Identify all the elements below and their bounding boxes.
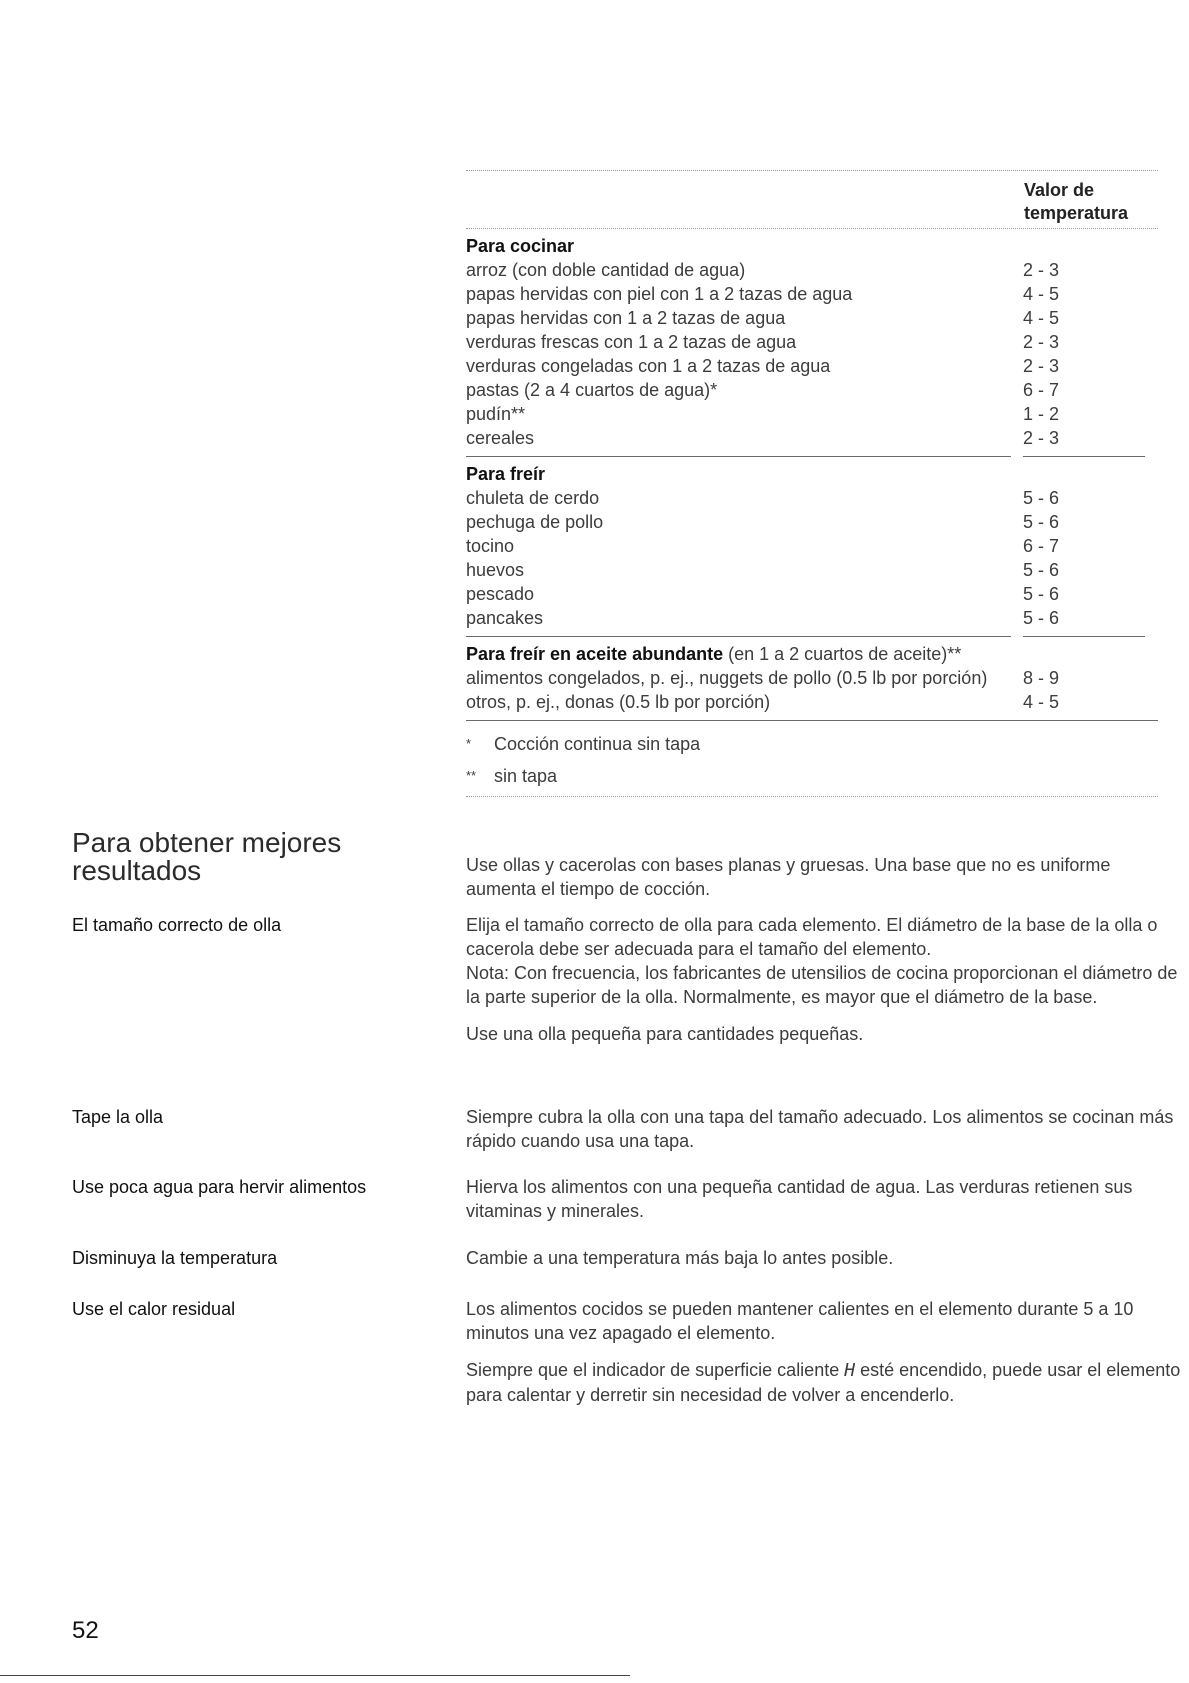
- table-group-cooking: [466, 229, 1158, 456]
- value-cell: 5 - 6: [1023, 608, 1060, 628]
- page-bottom-rule: [0, 1675, 630, 1676]
- item-label-lower-temp: Disminuya la temperatura: [72, 1248, 278, 1268]
- table-row: [466, 330, 1158, 354]
- table-row: [466, 402, 1158, 426]
- value-cell: 5 - 6: [1023, 584, 1060, 604]
- food-cell: papas hervidas con piel con 1 a 2 tazas de agua: [466, 284, 853, 304]
- food-cell: pechuga de pollo: [466, 512, 604, 532]
- table-row: [466, 282, 1158, 306]
- food-cell: arroz (con doble cantidad de agua): [466, 260, 746, 280]
- food-cell: pudín**: [466, 404, 526, 424]
- food-cell: pastas (2 a 4 cuartos de agua)*: [466, 380, 718, 400]
- group-divider: [466, 456, 1158, 457]
- item-text-residual-heat: Los alimentos cocidos se pueden mantener calientes en el elemento durante 5 a 10 minutos una vez apagado el elemento. Siempre que el indicador de superficie caliente H esté encendido, puede usar el elemento para calentar y derretir sin necesidad de volver a encenderlo.: [466, 1299, 1181, 1405]
- item-label-water: Use poca agua para hervir alimentos: [72, 1177, 367, 1197]
- value-cell: 8 - 9: [1023, 668, 1060, 688]
- value-cell: 5 - 6: [1023, 488, 1060, 508]
- table-row: [466, 690, 1158, 714]
- group-title: Para freír en aceite abundante (en 1 a 2 cuartos de aceite)**: [466, 644, 962, 664]
- value-cell: 5 - 6: [1023, 512, 1060, 532]
- food-cell: huevos: [466, 560, 525, 580]
- value-cell: 6 - 7: [1023, 380, 1060, 400]
- table-row: [466, 582, 1158, 606]
- table-footnotes: [466, 721, 1158, 796]
- table-group-frying: [466, 457, 1158, 636]
- temperature-table: [466, 170, 1158, 797]
- table-row: [466, 666, 1158, 690]
- residual-heat-paragraph: Siempre que el indicador de superficie caliente H esté encendido, puede usar el elemento para calentar y derretir sin necesidad de volver a encenderlo.: [466, 1360, 1181, 1405]
- value-cell: 1 - 2: [1023, 404, 1060, 424]
- table-row: [466, 258, 1158, 282]
- table-row: [466, 426, 1158, 450]
- item-text-cover: Siempre cubra la olla con una tapa del tamaño adecuado. Los alimentos se cocinan más rápido cuando usa una tapa.: [466, 1107, 1174, 1151]
- item-label-residual-heat: Use el calor residual: [72, 1299, 236, 1319]
- hot-surface-indicator-icon: H: [844, 1360, 856, 1381]
- table-row: [466, 378, 1158, 402]
- item-text-lower-temp: Cambie a una temperatura más baja lo antes posible.: [466, 1248, 894, 1268]
- table-end-rule: [466, 796, 1158, 797]
- table-row: [466, 486, 1158, 510]
- table-header: [466, 171, 1158, 228]
- value-cell: 5 - 6: [1023, 560, 1060, 580]
- value-cell: 2 - 3: [1023, 428, 1060, 448]
- table-row: [466, 606, 1158, 630]
- item-text-water: Hierva los alimentos con una pequeña cantidad de agua. Las verduras retienen sus vitaminas y minerales.: [466, 1177, 1133, 1221]
- item-label-pot-size: El tamaño correcto de olla: [72, 915, 282, 935]
- footnote: * Cocción continua sin tapa: [466, 734, 701, 754]
- value-cell: 2 - 3: [1023, 260, 1060, 280]
- item-label-cover: Tape la olla: [72, 1107, 164, 1127]
- table-row: [466, 354, 1158, 378]
- group-title: Para cocinar: [466, 236, 575, 256]
- food-cell: cereales: [466, 428, 535, 448]
- group-title: Para freír: [466, 464, 546, 484]
- value-cell: 4 - 5: [1023, 284, 1060, 304]
- value-cell: 6 - 7: [1023, 536, 1060, 556]
- temperature-column-header: Valor de temperatura: [1024, 180, 1129, 223]
- table-row: [466, 510, 1158, 534]
- food-cell: alimentos congelados, p. ej., nuggets de pollo (0.5 lb por porción): [466, 668, 988, 688]
- value-cell: 4 - 5: [1023, 692, 1060, 712]
- section-title: Para obtener mejores resultados: [72, 827, 342, 886]
- footnote: ** sin tapa: [466, 766, 558, 786]
- table-row: [466, 306, 1158, 330]
- food-cell: pescado: [466, 584, 535, 604]
- value-cell: 2 - 3: [1023, 356, 1060, 376]
- food-cell: papas hervidas con 1 a 2 tazas de agua: [466, 308, 786, 328]
- value-cell: 2 - 3: [1023, 332, 1060, 352]
- food-cell: verduras frescas con 1 a 2 tazas de agua: [466, 332, 797, 352]
- page-number: 52: [72, 1617, 99, 1644]
- food-cell: otros, p. ej., donas (0.5 lb por porción): [466, 692, 771, 712]
- food-cell: tocino: [466, 536, 515, 556]
- table-row: [466, 558, 1158, 582]
- section-intro: Use ollas y cacerolas con bases planas y gruesas. Una base que no es uniforme aumenta el tiempo de cocción.: [466, 855, 1111, 899]
- group-divider: [466, 636, 1158, 637]
- food-cell: chuleta de cerdo: [466, 488, 600, 508]
- food-cell: pancakes: [466, 608, 544, 628]
- table-group-deep-frying: [466, 637, 1158, 720]
- food-cell: verduras congeladas con 1 a 2 tazas de agua: [466, 356, 831, 376]
- table-row: [466, 534, 1158, 558]
- value-cell: 4 - 5: [1023, 308, 1060, 328]
- item-text-pot-size: Elija el tamaño correcto de olla para cada elemento. El diámetro de la base de la olla o cacerola debe ser adecuada para el tamaño del elemento. Nota: Con frecuencia, los fabricantes de utensilios de cocina proporcionan el diámetro de la parte superior de la olla. Normalmente, es mayor que el diámetro de la base. Use una olla pequeña para cantidades pequeñas.: [466, 915, 1178, 1044]
